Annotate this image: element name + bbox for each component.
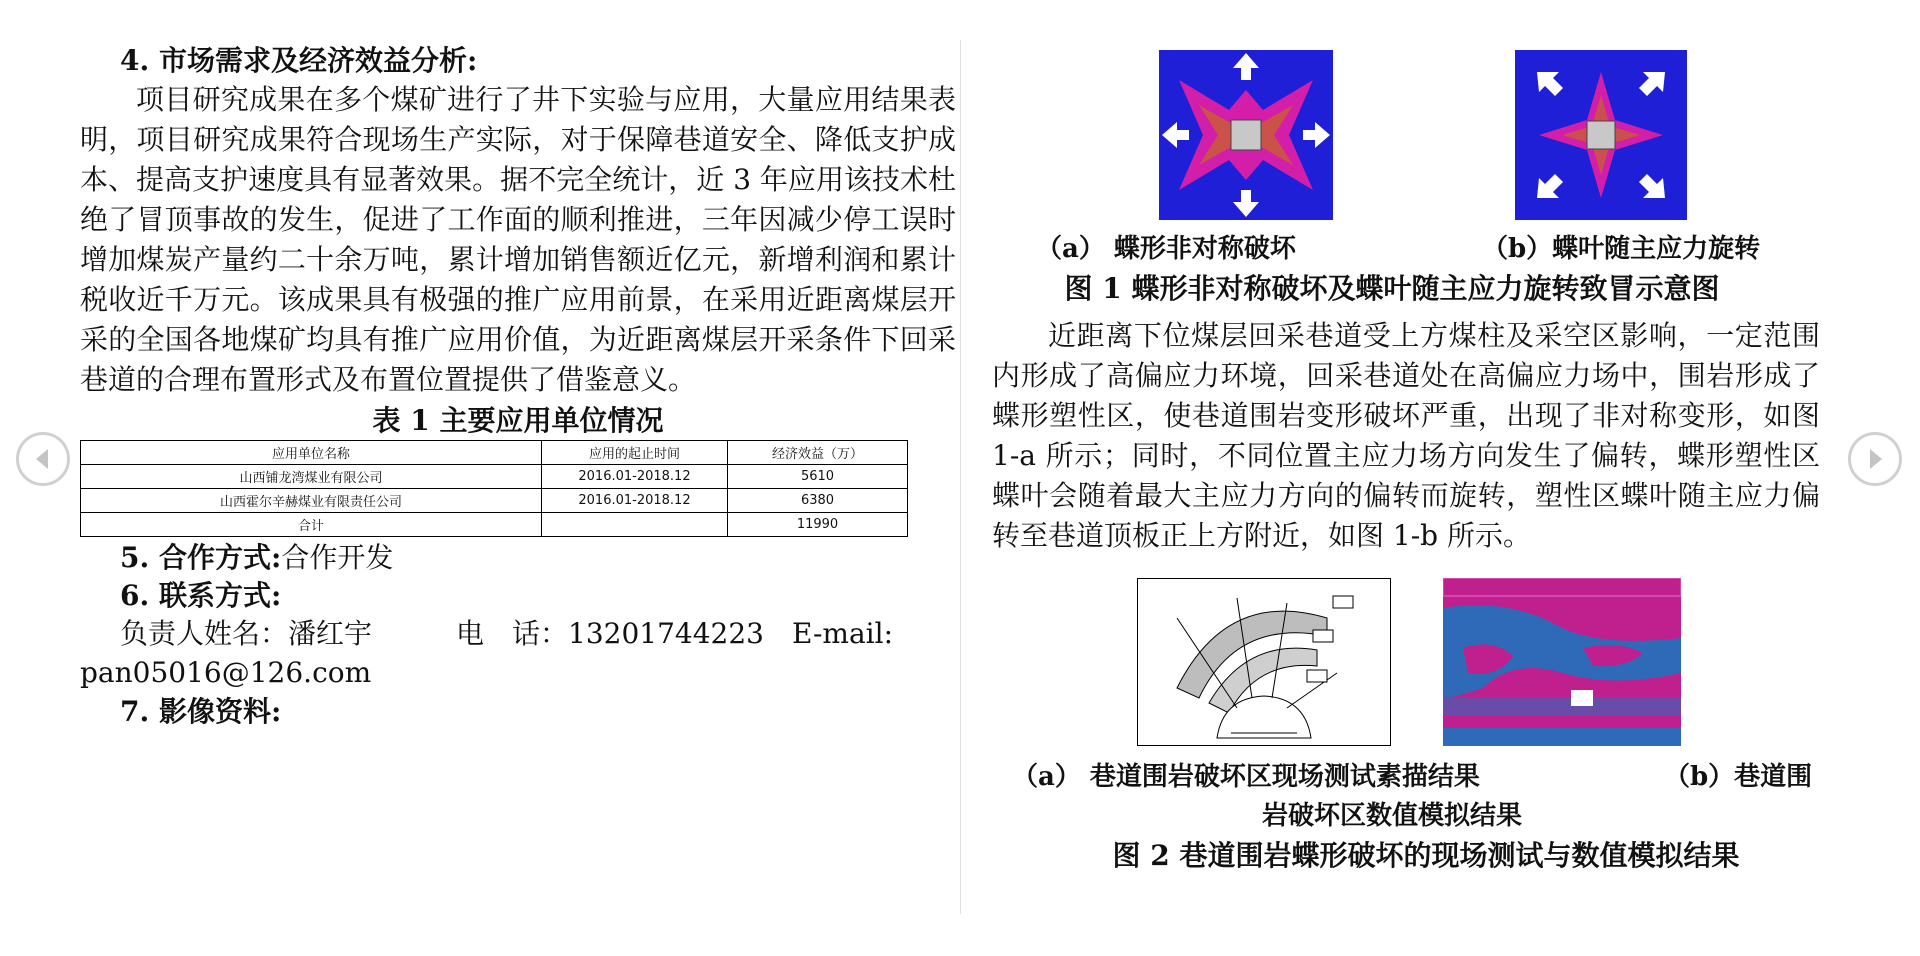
contact-line [80, 615, 956, 653]
table-cell: 6380 [728, 489, 908, 513]
chevron-right-circle-icon [1851, 435, 1899, 483]
table-cell [542, 513, 728, 537]
section5-value: 合作开发 [281, 541, 394, 574]
figure1b-caption: （b）蝶叶随主应力旋转 [1482, 234, 1761, 264]
contact-email[interactable]: pan05016@126.com [80, 656, 372, 689]
section4-heading: 4. 市场需求及经济效益分析: [120, 44, 478, 77]
section5-heading [80, 539, 956, 577]
section4-body: 项目研究成果在多个煤矿进行了井下实验与应用，大量应用结果表明，项目研究成果符合现场生产实际，对于保障巷道安全、降低支护成本、提高支护速度具有显著效果。据不完全统计，近 3 年应用该技术杜绝了冒顶事故的发生，促进了工作面的顺利推进，三年因减少停工误时增加煤炭产量约二十余万吨，累计增加销售额近亿元，新增利润和累计税收近千万元。该成果具有极强的推广应用前景，在采用近距离煤层开采的全国各地煤矿均具有推广应用价值，为近距离煤层开采条件下回采巷道的合理布置形式及布置位置提供了借鉴意义。 [80, 83, 956, 396]
figure2b-caption-line2: 岩破坏区数值模拟结果 [1262, 801, 1523, 831]
table-row [81, 489, 908, 513]
figure2a-caption: （a） 巷道围岩破坏区现场测试素描结果 [1012, 762, 1480, 792]
table-cell: 山西铺龙湾煤业有限公司 [81, 465, 542, 489]
figure1a-caption: （a） 蝶形非对称破坏 [1036, 234, 1296, 264]
figure1-title: 图 1 蝶形非对称破坏及蝶叶随主应力旋转致冒示意图 [1064, 272, 1720, 305]
chevron-left-circle-icon [19, 435, 67, 483]
figure2-title: 图 2 巷道围岩蝶形破坏的现场测试与数值模拟结果 [1112, 839, 1740, 872]
application-units-table [80, 440, 908, 537]
table-header: 经济效益（万） [728, 441, 908, 465]
page-divider [960, 40, 961, 914]
table-row [81, 513, 908, 537]
table-row [81, 465, 908, 489]
table-cell: 11990 [728, 513, 908, 537]
table-cell: 2016.01-2018.12 [542, 489, 728, 513]
table-cell: 山西霍尔辛赫煤业有限责任公司 [81, 489, 542, 513]
section7-heading: 7. 影像资料: [120, 695, 282, 728]
next-page-button[interactable] [1848, 432, 1902, 486]
contact-email-label: E-mail: [792, 617, 894, 650]
contact-name: 负责人姓名：潘红宇 [120, 617, 373, 650]
prev-page-button[interactable] [16, 432, 70, 486]
table-cell: 5610 [728, 465, 908, 489]
figure2a-image [1137, 578, 1391, 746]
section5-label: 5. 合作方式: [120, 541, 282, 574]
table-header: 应用单位名称 [81, 441, 542, 465]
figure1b-image [1515, 50, 1687, 220]
contact-phone: 电 话：13201744223 [456, 617, 764, 650]
right-page [992, 0, 1834, 914]
table-header-row [81, 441, 908, 465]
table-cell: 合计 [81, 513, 542, 537]
figure2b-image [1443, 578, 1681, 746]
figure2b-caption-line1: （b）巷道围 [1664, 762, 1813, 792]
table-cell: 2016.01-2018.12 [542, 465, 728, 489]
figure1a-image [1159, 50, 1333, 220]
table1-caption: 表 1 主要应用单位情况 [372, 404, 664, 437]
table-header: 应用的起止时间 [542, 441, 728, 465]
right-body: 近距离下位煤层回采巷道受上方煤柱及采空区影响，一定范围内形成了高偏应力环境，回采巷道处在高偏应力场中，围岩形成了蝶形塑性区，使巷道围岩变形破坏严重，出现了非对称变形，如图 1-a 所示；同时，不同位置主应力场方向发生了偏转，蝶形塑性区蝶叶会随着最大主应力方向的偏转而旋转，塑性区蝶叶随主应力偏转至巷道顶板正上方附近，如图 1-b 所示。 [992, 319, 1820, 552]
left-page [80, 42, 956, 956]
section6-heading: 6. 联系方式: [120, 579, 282, 612]
figure1 [992, 0, 1834, 264]
